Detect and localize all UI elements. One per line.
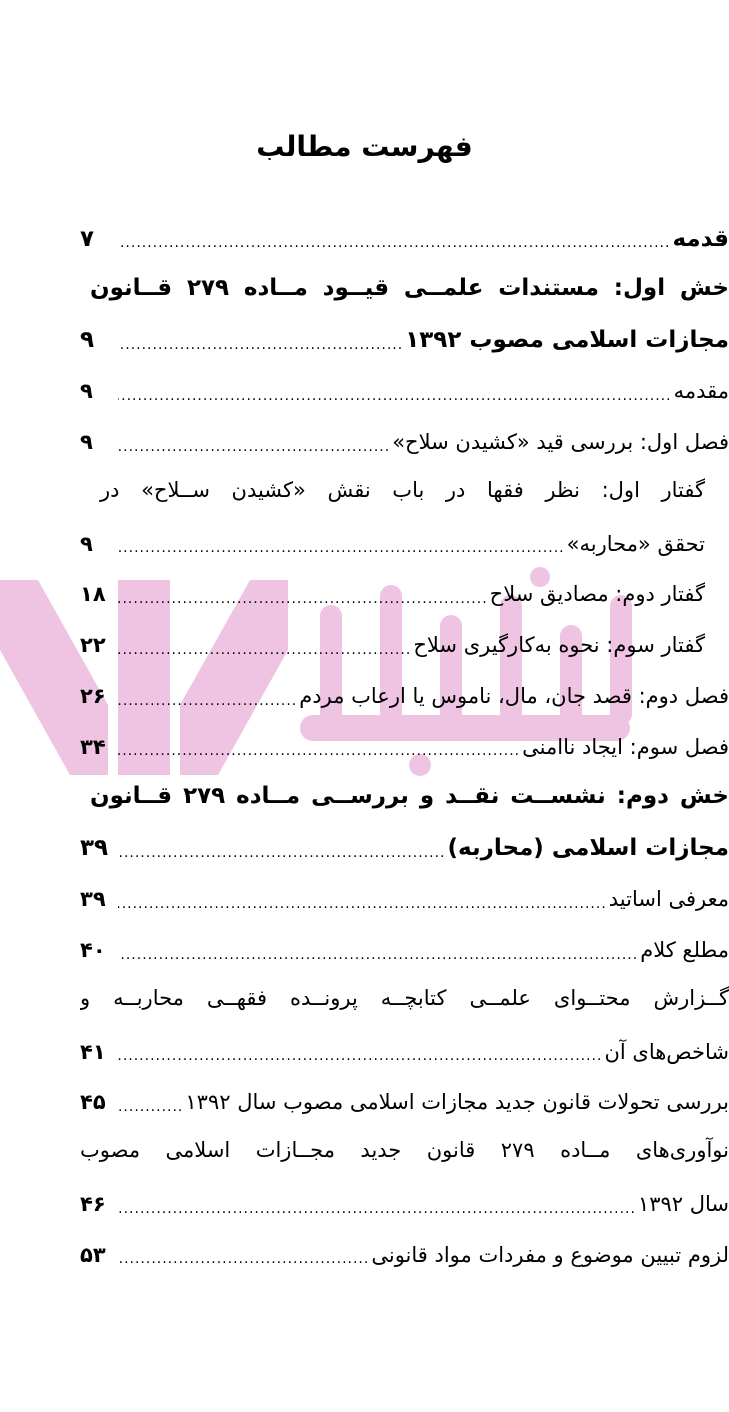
toc-entry (80, 519, 729, 570)
toc-entry (80, 316, 729, 367)
toc-entry (80, 417, 729, 468)
toc-page-number: ۹ (80, 430, 93, 455)
toc-entry-title: گفتار دوم: مصادیق سلاح (489, 582, 705, 607)
toc-entry-title: مطلع کلام (640, 938, 729, 963)
toc-entry (80, 722, 729, 773)
toc-entry-title: مجازات اسلامی (محاربه) (447, 835, 729, 862)
toc-entry (80, 1179, 729, 1230)
toc-page-number: ۲۶ (80, 684, 106, 709)
toc-entry-title: گــزارش محتــوای علمــی کتابچــه پرونــده فقهــی محاربــه و (80, 985, 729, 1010)
toc-leader-dots (118, 736, 520, 758)
toc-entry-title: خش دوم: نشســت نقــد و بررســی مــاده ۲۷۹ قــانون (90, 782, 729, 809)
toc-leader-dots (118, 228, 670, 250)
toc-entry (80, 366, 729, 417)
toc-entry (80, 976, 729, 1027)
toc-page-number: ۲۲ (80, 633, 106, 658)
toc-entry (80, 1230, 729, 1281)
toc-entry (80, 214, 729, 265)
toc-entry (80, 1128, 729, 1179)
toc-entry (80, 925, 729, 976)
toc-entry-title: فصل اول: بررسی قید «کشیدن سلاح» (392, 430, 729, 455)
toc-page-number: ۹ (80, 327, 95, 354)
toc-leader-dots (118, 533, 565, 555)
toc-leader-dots (118, 686, 297, 708)
toc-entry (80, 620, 729, 671)
toc-page-number: ۴۰ (80, 938, 106, 963)
toc-page-number: ۴۱ (80, 1039, 106, 1064)
toc-leader-dots (118, 330, 403, 352)
table-of-contents (80, 214, 729, 1281)
toc-entry-title: مجازات اسلامی مصوب ۱۳۹۲ (405, 327, 729, 354)
toc-page-number: ۳۹ (80, 887, 106, 912)
toc-entry-title: بررسی تحولات قانون جدید مجازات اسلامی مصوب سال ۱۳۹۲ (185, 1090, 729, 1115)
toc-entry (80, 874, 729, 925)
toc-page-number: ۹ (80, 379, 93, 404)
toc-leader-dots (118, 381, 672, 403)
toc-entry (80, 265, 729, 316)
toc-entry (80, 1078, 729, 1129)
toc-entry-title: خش اول: مستندات علمــی قیــود مــاده ۲۷۹ قــانون (90, 274, 729, 301)
toc-leader-dots (118, 1092, 183, 1114)
toc-entry-title: فصل سوم: ایجاد ناامنی (522, 734, 729, 759)
page-title: فهرست مطالب (256, 130, 473, 163)
toc-page-number: ۴۵ (80, 1090, 106, 1115)
toc-leader-dots (118, 1194, 636, 1216)
toc-page-number: ۵۳ (80, 1242, 106, 1267)
toc-leader-dots (118, 584, 488, 606)
toc-entry (80, 570, 729, 621)
toc-entry (80, 671, 729, 722)
toc-entry-title: گفتار سوم: نحوه به‌کارگیری سلاح (413, 633, 705, 658)
toc-entry-title: مقدمه (673, 379, 729, 404)
toc-page-number: ۳۹ (80, 835, 109, 862)
toc-entry (80, 773, 729, 824)
toc-leader-dots (118, 432, 390, 454)
toc-entry (80, 1027, 729, 1078)
toc-leader-dots (118, 889, 607, 911)
toc-page-number: ۷ (80, 225, 95, 252)
toc-entry-title: تحقق «محاربه» (566, 531, 705, 556)
toc-leader-dots (118, 940, 638, 962)
toc-page-number: ۳۴ (80, 734, 106, 759)
toc-leader-dots (118, 1244, 369, 1266)
toc-entry-title: نوآوری‌های مــاده ۲۷۹ قانون جدید مجــازات اسلامی مصوب (80, 1138, 729, 1163)
toc-leader-dots (118, 1041, 602, 1063)
toc-entry (80, 824, 729, 875)
toc-entry (80, 468, 729, 519)
toc-entry-title: قدمه (672, 225, 729, 252)
toc-entry-title: فصل دوم: قصد جان، مال، ناموس یا ارعاب مردم (299, 684, 729, 709)
toc-entry-title: معرفی اساتید (608, 887, 729, 912)
toc-page-number: ۴۶ (80, 1192, 106, 1217)
toc-leader-dots (118, 635, 411, 657)
toc-entry-title: لزوم تبیین موضوع و مفردات مواد قانونی (371, 1242, 729, 1267)
toc-page-number: ۹ (80, 531, 93, 556)
toc-entry-title: شاخص‌های آن (604, 1039, 729, 1064)
toc-entry-title: سال ۱۳۹۲ (637, 1192, 729, 1217)
toc-leader-dots (118, 838, 446, 860)
toc-page-number: ۱۸ (80, 582, 106, 607)
toc-entry-title: گفتار اول: نظر فقها در باب نقش «کشیدن ســلاح» در (100, 477, 705, 502)
